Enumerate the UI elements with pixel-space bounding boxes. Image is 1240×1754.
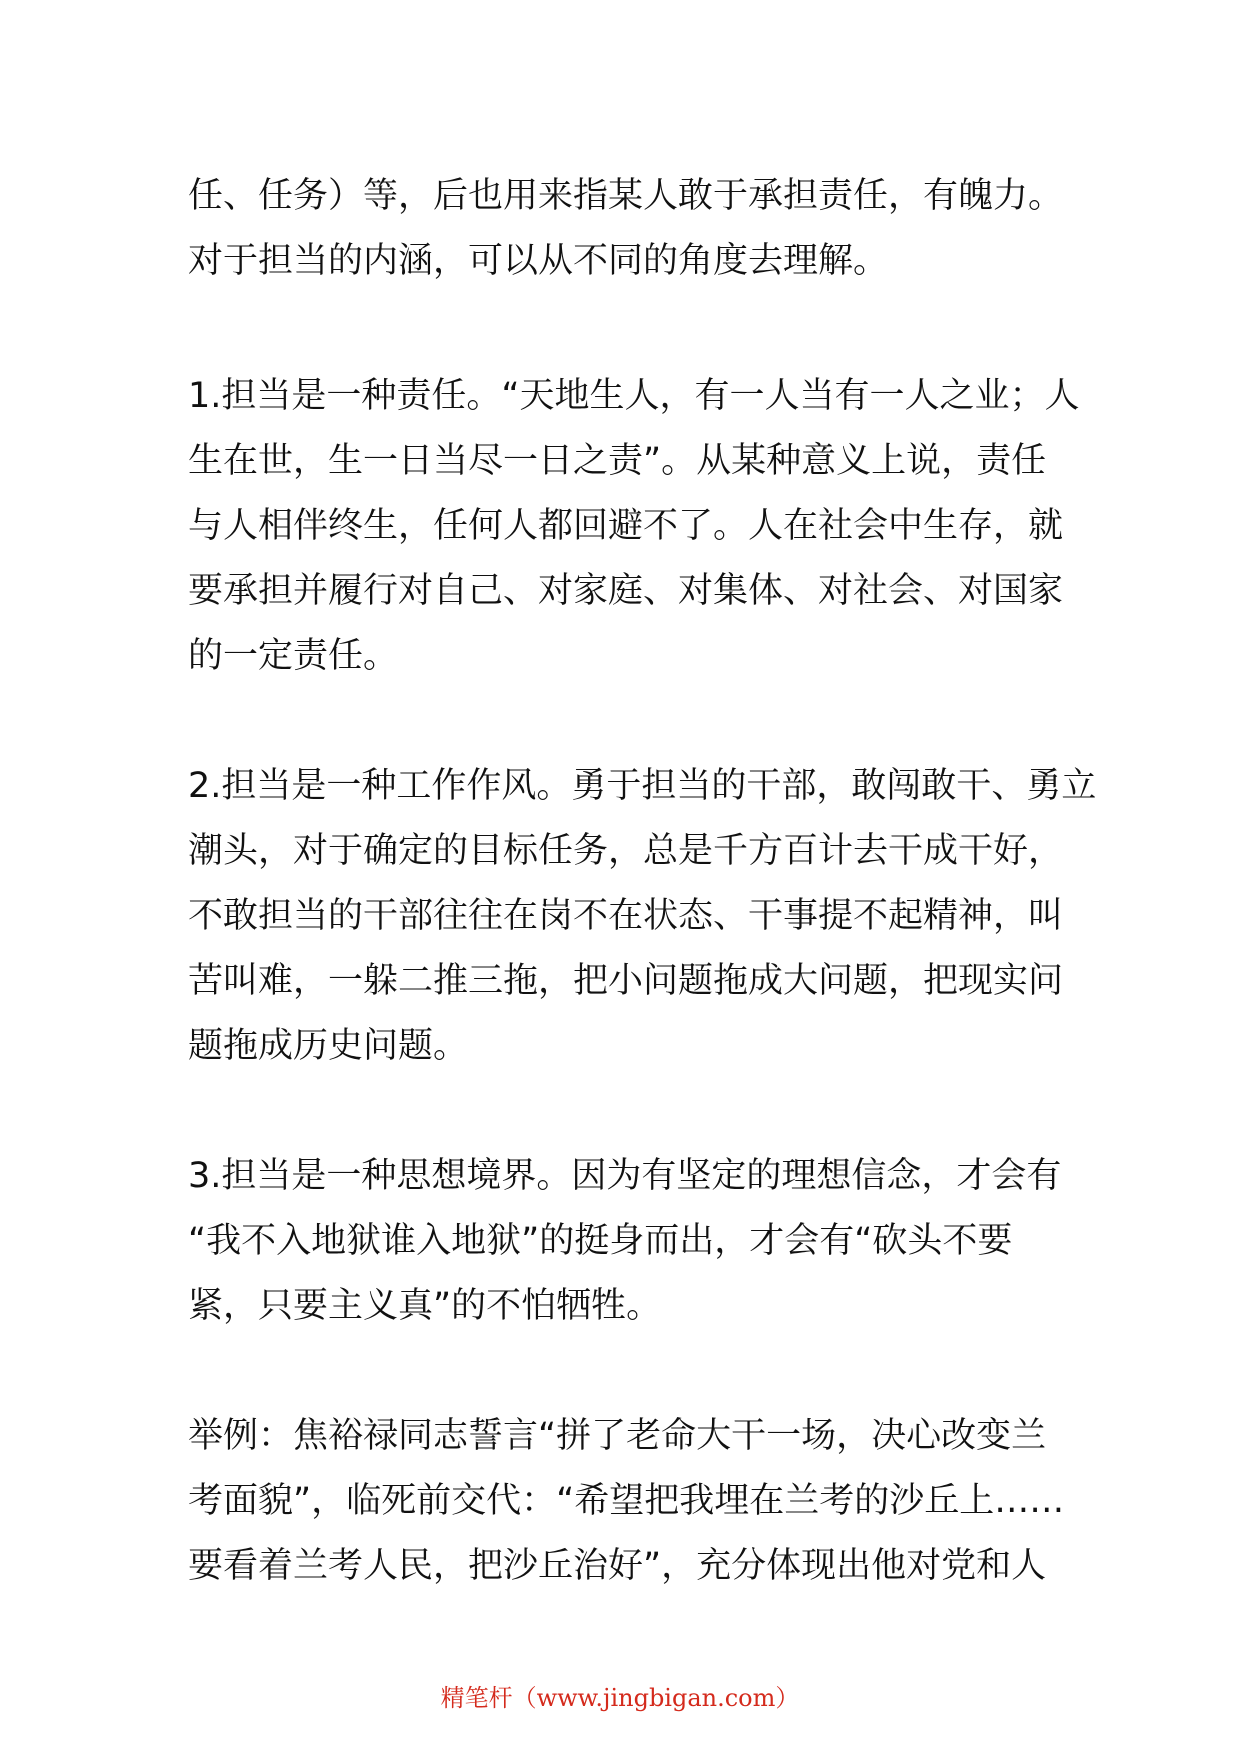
text-line: 考面貌”，临死前交代：“希望把我埋在兰考的沙丘上……	[188, 1481, 1065, 1521]
text-line: 的一定责任。	[188, 636, 399, 676]
text-line: 与人相伴终生，任何人都回避不了。人在社会中生存，就	[188, 506, 1064, 546]
text-line: 题拖成历史问题。	[188, 1026, 469, 1066]
text-line: 举例：焦裕禄同志誓言“拼了老命大干一场，决心改变兰	[188, 1416, 1047, 1456]
paragraph-point-2	[188, 754, 1097, 1079]
text-line: 要承担并履行对自己、对家庭、对集体、对社会、对国家	[188, 571, 1064, 611]
text-line: 生在世，生一日当尽一日之责”。从某种意义上说，责任	[188, 441, 1047, 481]
paragraph-example	[188, 1404, 1068, 1599]
text-line: 任、任务）等，后也用来指某人敢于承担责任，有魄力。	[188, 176, 1064, 216]
text-line: 3.担当是一种思想境界。因为有坚定的理想信念，才会有	[188, 1156, 1062, 1196]
footer-watermark-text: 精笔杆（www.jingbigan.com）	[440, 1684, 800, 1712]
text-line: 苦叫难，一躲二推三拖，把小问题拖成大问题，把现实问	[188, 961, 1064, 1001]
text-line: 1.担当是一种责任。“天地生人，有一人当有一人之业；人	[188, 376, 1080, 416]
paragraph-point-3	[188, 1144, 1068, 1339]
text-line: “我不入地狱谁入地狱”的挺身而出，才会有“砍头不要	[188, 1221, 1013, 1261]
paragraph-intro	[188, 164, 1068, 294]
text-line: 要看着兰考人民，把沙丘治好”，充分体现出他对党和人	[188, 1546, 1047, 1586]
text-line: 紧，只要主义真”的不怕牺牲。	[188, 1286, 662, 1326]
text-line: 对于担当的内涵，可以从不同的角度去理解。	[188, 241, 889, 281]
text-line: 2.担当是一种工作作风。勇于担当的干部，敢闯敢干、勇立	[188, 766, 1097, 806]
text-line: 不敢担当的干部往往在岗不在状态、干事提不起精神，叫	[188, 896, 1064, 936]
paragraph-point-1	[188, 364, 1080, 689]
text-line: 潮头，对于确定的目标任务，总是千方百计去干成干好，	[188, 831, 1064, 871]
